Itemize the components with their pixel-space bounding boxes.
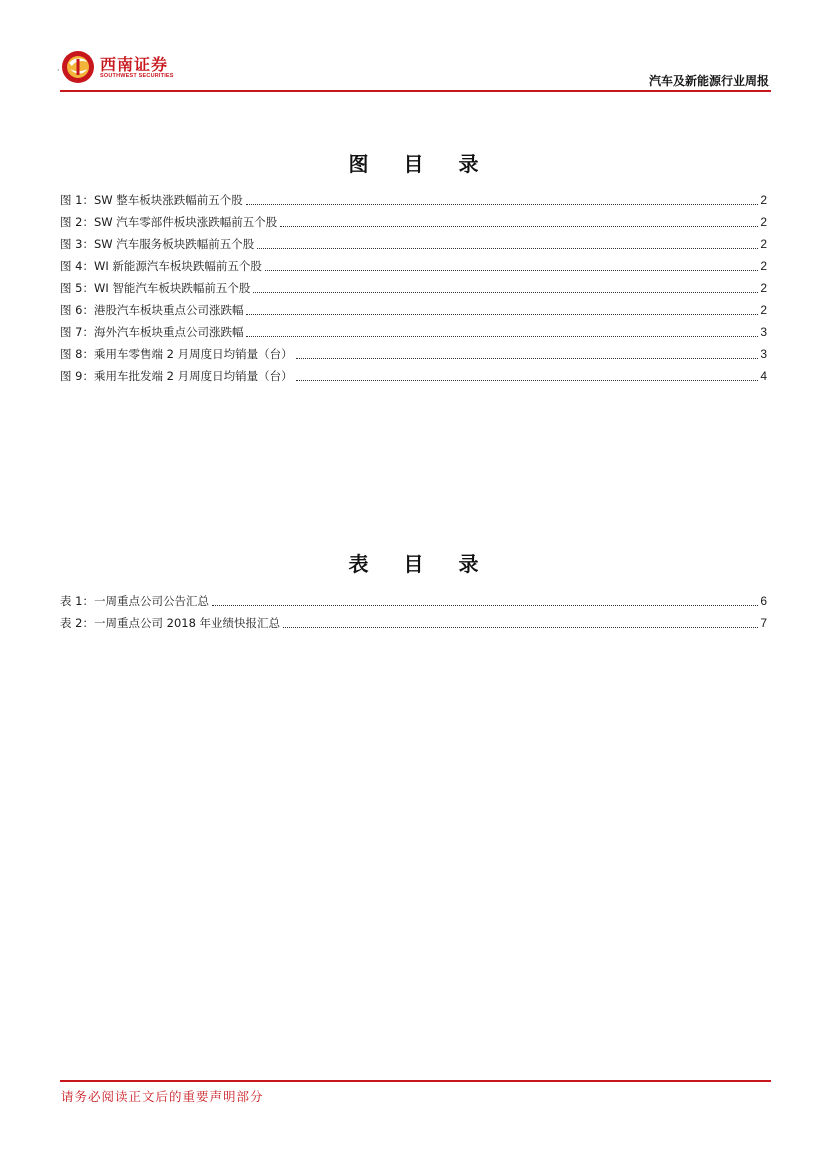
toc-entry-label: 图 6：港股汽车板块重点公司涨跌幅 <box>60 303 244 317</box>
tables-toc-title: 表 目 录 <box>348 552 493 576</box>
toc-entry-page: 4 <box>760 369 767 383</box>
dot-leader <box>265 270 758 271</box>
dot-leader <box>283 627 758 628</box>
figures-toc-list <box>60 189 767 387</box>
header-divider <box>60 90 771 92</box>
toc-entry-table-1[interactable] <box>60 590 767 612</box>
toc-entry-label: 图 2：SW 汽车零部件板块涨跌幅前五个股 <box>60 215 278 229</box>
figures-toc-title: 图 目 录 <box>348 152 493 176</box>
toc-entry-figure-8[interactable] <box>60 343 767 365</box>
toc-entry-figure-7[interactable] <box>60 321 767 343</box>
dot-leader <box>253 292 758 293</box>
toc-entry-page: 7 <box>760 616 767 630</box>
toc-entry-figure-5[interactable] <box>60 277 767 299</box>
bullet-dot: · <box>57 66 60 75</box>
toc-entry-label: 图 3：SW 汽车服务板块跌幅前五个股 <box>60 237 255 251</box>
dot-leader <box>296 380 759 381</box>
footer-disclaimer: 请务必阅读正文后的重要声明部分 <box>61 1089 264 1104</box>
toc-entry-label: 图 5：WI 智能汽车板块跌幅前五个股 <box>60 281 251 295</box>
toc-entry-figure-6[interactable] <box>60 299 767 321</box>
toc-entry-label: 图 1：SW 整车板块涨跌幅前五个股 <box>60 193 243 207</box>
toc-entry-label: 图 9：乘用车批发端 2 月周度日均销量（台） <box>60 369 293 383</box>
dot-leader <box>212 605 758 606</box>
dot-leader <box>257 248 758 249</box>
dot-leader <box>296 358 759 359</box>
dot-leader <box>246 336 758 337</box>
toc-entry-page: 2 <box>760 281 767 295</box>
toc-entry-label: 图 7：海外汽车板块重点公司涨跌幅 <box>60 325 244 339</box>
toc-entry-figure-2[interactable] <box>60 211 767 233</box>
toc-entry-figure-9[interactable] <box>60 365 767 387</box>
logo-text-en: SOUTHWEST SECURITIES <box>100 73 174 79</box>
toc-entry-label: 图 8：乘用车零售端 2 月周度日均销量（台） <box>60 347 293 361</box>
tables-toc-list <box>60 590 767 634</box>
dot-leader <box>246 204 759 205</box>
toc-entry-page: 3 <box>760 325 767 339</box>
toc-entry-page: 2 <box>760 193 767 207</box>
toc-entry-page: 2 <box>760 303 767 317</box>
toc-entry-figure-3[interactable] <box>60 233 767 255</box>
toc-entry-label: 表 2：一周重点公司 2018 年业绩快报汇总 <box>60 616 281 630</box>
toc-entry-page: 2 <box>760 259 767 273</box>
southwest-securities-logo-icon <box>60 49 96 85</box>
toc-entry-label: 图 4：WI 新能源汽车板块跌幅前五个股 <box>60 259 262 273</box>
toc-entry-figure-1[interactable] <box>60 189 767 211</box>
report-title: 汽车及新能源行业周报 <box>648 74 769 88</box>
toc-entry-page: 2 <box>760 237 767 251</box>
toc-entry-label: 表 1：一周重点公司公告汇总 <box>60 594 209 608</box>
dot-leader <box>280 226 758 227</box>
toc-entry-figure-4[interactable] <box>60 255 767 277</box>
dot-leader <box>246 314 758 315</box>
company-logo <box>57 49 180 85</box>
toc-entry-page: 6 <box>760 594 767 608</box>
toc-entry-page: 2 <box>760 215 767 229</box>
toc-entry-page: 3 <box>760 347 767 361</box>
footer-divider <box>60 1080 771 1082</box>
logo-text-cn: 西南证券 <box>100 55 169 74</box>
toc-entry-table-2[interactable] <box>60 612 767 634</box>
